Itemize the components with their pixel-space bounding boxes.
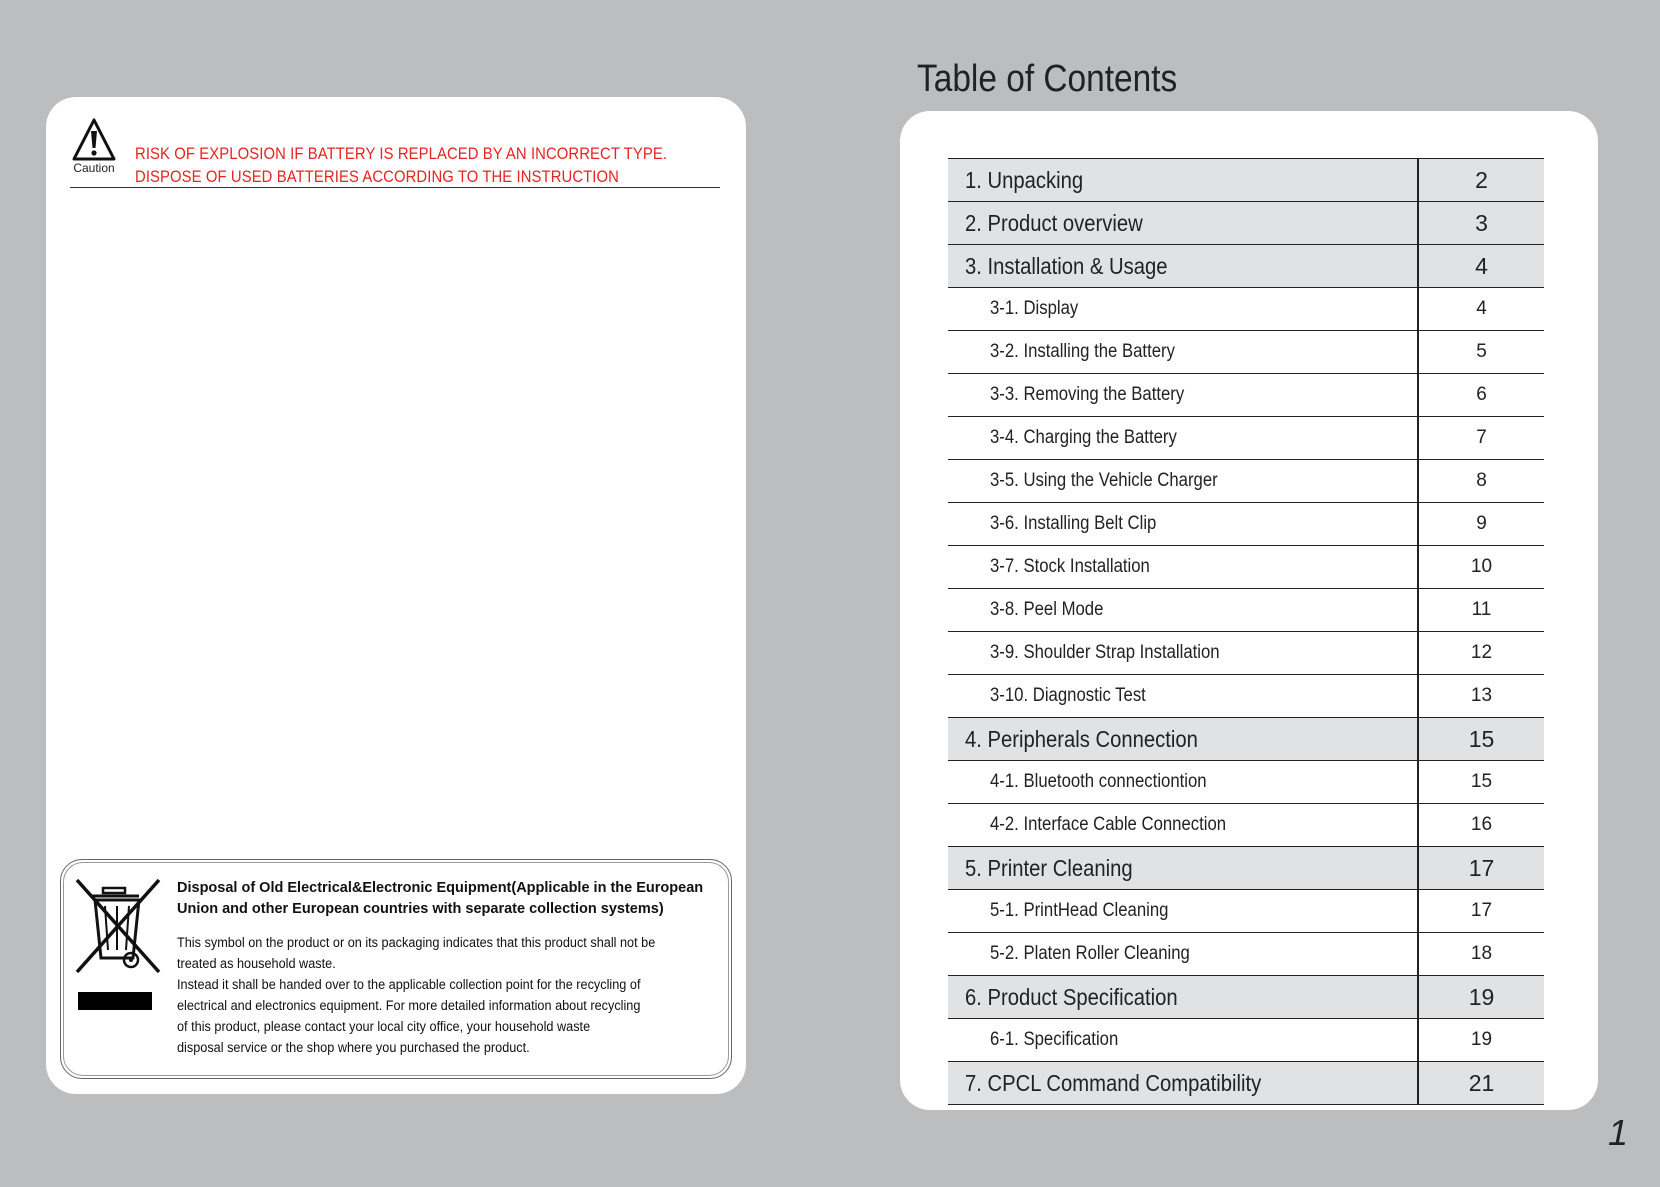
- table-of-contents: [948, 158, 1544, 1105]
- toc-row[interactable]: [948, 804, 1544, 847]
- toc-entry-page: 12: [1470, 642, 1493, 663]
- weee-body-line: treated as household waste.: [177, 956, 336, 971]
- weee-title: [177, 878, 737, 920]
- left-page-panel: [46, 97, 746, 1094]
- weee-disposal-notice: [60, 859, 732, 1079]
- toc-row[interactable]: [948, 1019, 1544, 1062]
- battery-warning-line-1: RISK OF EXPLOSION IF BATTERY IS REPLACED BY AN INCORRECT TYPE.: [135, 145, 668, 163]
- toc-row[interactable]: [948, 890, 1544, 933]
- toc-entry-page: 3: [1475, 210, 1488, 236]
- toc-entry-label: 5-2. Platen Roller Cleaning: [990, 943, 1190, 964]
- toc-row[interactable]: [948, 933, 1544, 976]
- toc-row[interactable]: [948, 589, 1544, 632]
- toc-entry-label: 5. Printer Cleaning: [965, 855, 1133, 881]
- toc-entry-page: 6: [1476, 384, 1487, 405]
- toc-entry-label: 7. CPCL Command Compatibility: [965, 1070, 1262, 1096]
- toc-entry-page: 9: [1476, 513, 1487, 534]
- toc-entry-label: 6. Product Specification: [965, 984, 1178, 1010]
- toc-entry-label: 3-8. Peel Mode: [990, 599, 1104, 620]
- weee-body-line: This symbol on the product or on its packaging indicates that this product shall not be: [177, 935, 656, 950]
- toc-entry-page: 4: [1475, 253, 1488, 279]
- crossed-out-wheelie-bin-icon: [75, 876, 161, 976]
- toc-entry-label: 3-10. Diagnostic Test: [990, 685, 1146, 706]
- toc-entry-page: 11: [1471, 599, 1492, 620]
- toc-entry-label: 3. Installation & Usage: [965, 253, 1168, 279]
- weee-body-line: disposal service or the shop where you purchased the product.: [177, 1040, 530, 1055]
- toc-entry-page: 16: [1470, 814, 1493, 835]
- toc-entry-label: 3-9. Shoulder Strap Installation: [990, 642, 1220, 663]
- weee-title-line: Union and other European countries with separate collection systems): [177, 901, 664, 917]
- weee-title-line: Disposal of Old Electrical&Electronic Equipment(Applicable in the European: [177, 880, 704, 896]
- toc-entry-label: 3-4. Charging the Battery: [990, 427, 1177, 448]
- toc-row[interactable]: [948, 847, 1544, 890]
- toc-entry-label: 3-5. Using the Vehicle Charger: [990, 470, 1218, 491]
- page-title: Table of Contents: [917, 58, 1178, 100]
- toc-row[interactable]: [948, 288, 1544, 331]
- page-number: 1: [1608, 1112, 1629, 1153]
- toc-row[interactable]: [948, 331, 1544, 374]
- toc-entry-page: 13: [1470, 685, 1493, 706]
- weee-body-line: Instead it shall be handed over to the applicable collection point for the recycling of: [177, 977, 641, 992]
- weee-black-bar: [78, 992, 152, 1010]
- toc-entry-page: 7: [1476, 427, 1487, 448]
- toc-entry-label: 3-3. Removing the Battery: [990, 384, 1185, 405]
- toc-entry-page: 2: [1475, 167, 1488, 193]
- caution-icon-label: Caution: [73, 161, 115, 175]
- toc-entry-page: 15: [1468, 726, 1495, 752]
- toc-entry-label: 3-6. Installing Belt Clip: [990, 513, 1157, 534]
- toc-entry-label: 3-7. Stock Installation: [990, 556, 1150, 577]
- toc-entry-label: 3-1. Display: [990, 298, 1079, 319]
- toc-entry-page: 21: [1468, 1070, 1495, 1096]
- weee-body-line: of this product, please contact your local city office, your household waste: [177, 1019, 591, 1034]
- toc-entry-label: 5-1. PrintHead Cleaning: [990, 900, 1169, 921]
- toc-row[interactable]: [948, 460, 1544, 503]
- battery-caution-block: [70, 117, 720, 188]
- weee-body-line: electrical and electronics equipment. For more detailed information about recycling: [177, 998, 641, 1013]
- toc-entry-label: 4-1. Bluetooth connectiontion: [990, 771, 1207, 792]
- toc-entry-page: 19: [1468, 984, 1495, 1010]
- toc-row[interactable]: [948, 159, 1544, 202]
- toc-row[interactable]: [948, 632, 1544, 675]
- toc-entry-page: 18: [1470, 943, 1493, 964]
- toc-entry-page: 8: [1476, 470, 1487, 491]
- toc-row[interactable]: [948, 675, 1544, 718]
- toc-entry-label: 1. Unpacking: [965, 167, 1084, 193]
- toc-row[interactable]: [948, 718, 1544, 761]
- toc-entry-page: 17: [1470, 900, 1493, 921]
- toc-entry-label: 3-2. Installing the Battery: [990, 341, 1175, 362]
- toc-row[interactable]: [948, 202, 1544, 245]
- toc-row[interactable]: [948, 417, 1544, 460]
- toc-row[interactable]: [948, 976, 1544, 1019]
- toc-row[interactable]: [948, 503, 1544, 546]
- toc-entry-label: 4-2. Interface Cable Connection: [990, 814, 1227, 835]
- toc-entry-page: 17: [1468, 855, 1495, 881]
- toc-row[interactable]: [948, 546, 1544, 589]
- toc-entry-page: 4: [1476, 298, 1487, 319]
- toc-entry-page: 10: [1470, 556, 1493, 577]
- toc-entry-label: 2. Product overview: [965, 210, 1143, 236]
- toc-entry-label: 6-1. Specification: [990, 1029, 1119, 1050]
- toc-row[interactable]: [948, 1062, 1544, 1105]
- toc-entry-page: 19: [1470, 1029, 1493, 1050]
- toc-entry-label: 4. Peripherals Connection: [965, 726, 1198, 752]
- toc-row[interactable]: [948, 245, 1544, 288]
- weee-body-text: [177, 932, 737, 1058]
- toc-row[interactable]: [948, 761, 1544, 804]
- toc-entry-page: 15: [1470, 771, 1493, 792]
- toc-row[interactable]: [948, 374, 1544, 417]
- battery-warning-line-2: DISPOSE OF USED BATTERIES ACCORDING TO THE INSTRUCTION: [135, 168, 619, 186]
- toc-entry-page: 5: [1476, 341, 1487, 362]
